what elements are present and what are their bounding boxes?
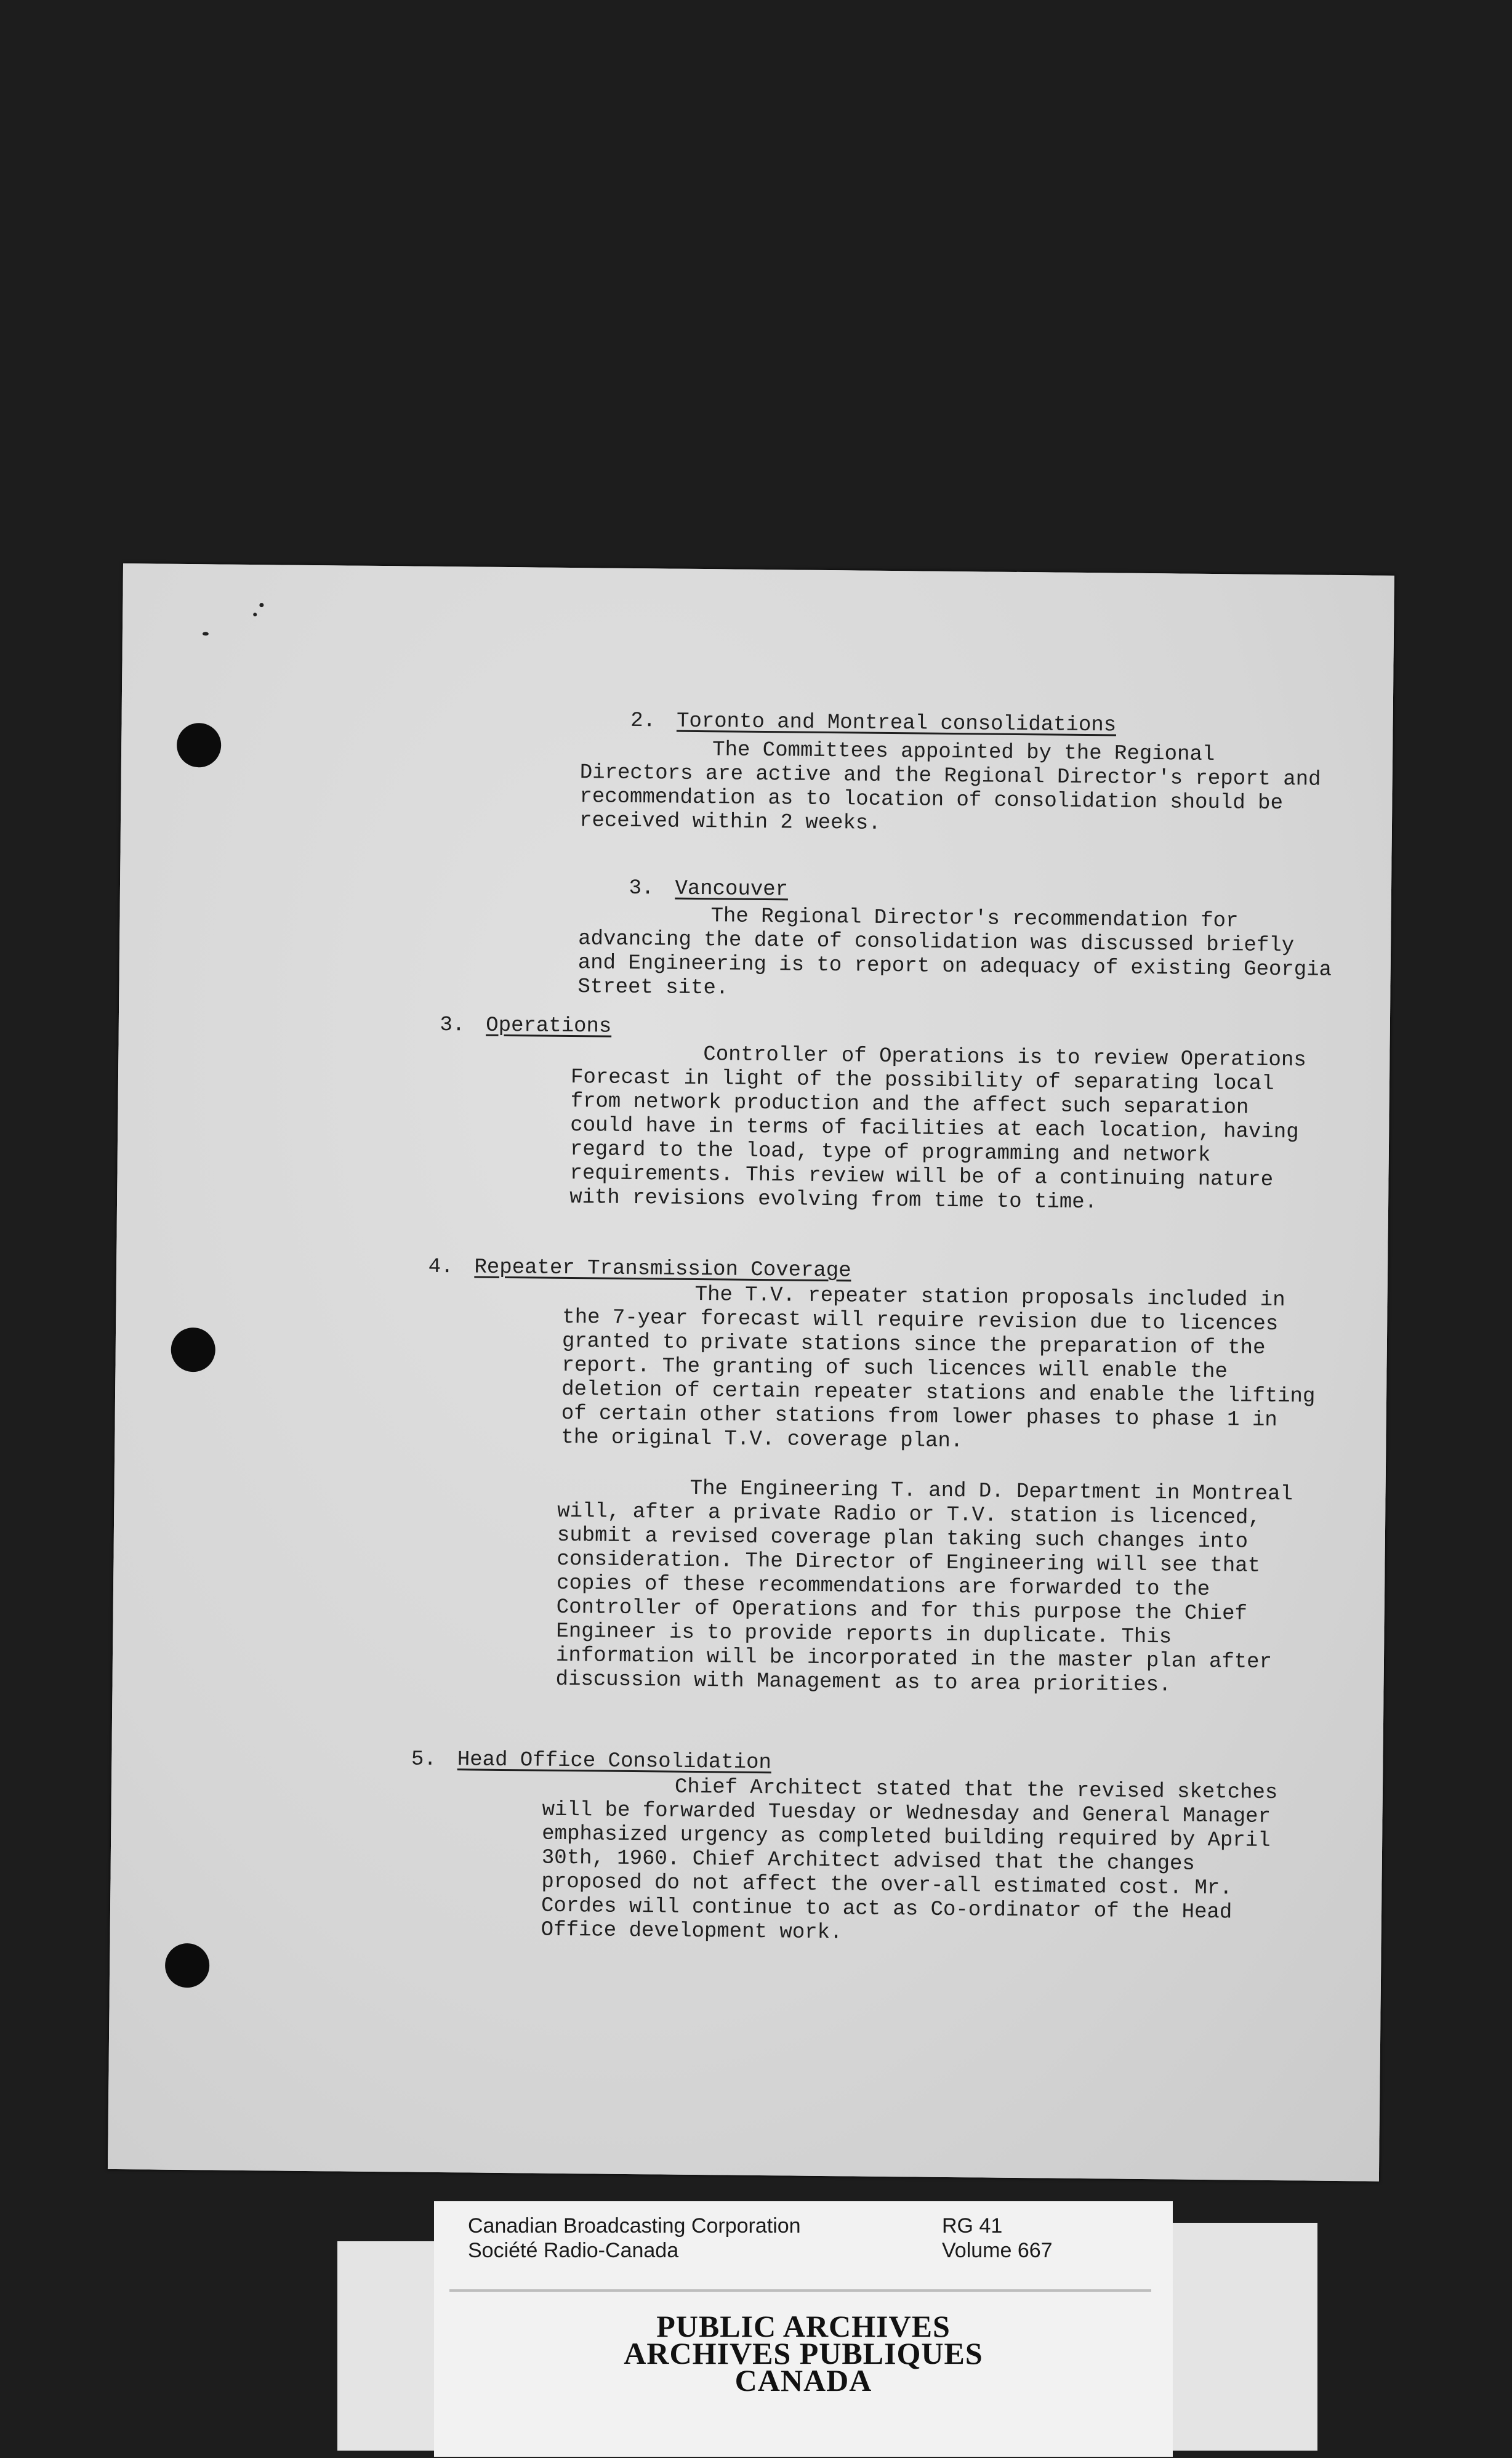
archive-stamp-line: ARCHIVES PUBLIQUES: [624, 2336, 983, 2371]
punch-hole: [171, 1328, 215, 1372]
paper-speck: [253, 613, 257, 616]
paper-speck: [203, 632, 209, 635]
section-number: 4.: [428, 1255, 454, 1279]
label-tab-right: [1164, 2223, 1317, 2451]
paper-speck: [259, 603, 263, 607]
archive-stamp-line: CANADA: [734, 2363, 872, 2398]
section-number: 3.: [629, 876, 654, 901]
section-number: 2.: [630, 709, 656, 733]
archive-label: [434, 2201, 1173, 2457]
section-title: Repeater Transmission Coverage: [474, 1255, 851, 1283]
section-paragraph: Chief Architect stated that the revised sketches will be forwarded Tuesday or Wednesday and General Manager emphasized urgency as completed building required by April 30th, 1960. Chief Architect advised that the changes proposed do not affect the over-all estimated cost. Mr. Cordes will continue to act as Co-ordinator of the Head Office development work.: [541, 1775, 1278, 1945]
section-paragraph: The Engineering T. and D. Department in Montreal will, after a private Radio or T.V. station is licenced, submit a revised coverage plan taking such changes into consideration. The Director of Engineering will see that copies of these recommendations are forwarded to the Controller of Operations and for this purpose the Chief Engineer is to provide reports in duplicate. This information will be incorporated in the master plan after discussion with Management as to area priorities.: [555, 1477, 1293, 1698]
section-paragraph: Controller of Operations is to review Operations Forecast in light of the possibility of separating local from network production and the affect such separation could have in terms of facilities at each location, having regard to the load, type of programming and network requirements. This review will be of a continuing nature with revisions evolving from time to time.: [569, 1043, 1306, 1215]
record-group: RG 41: [942, 2214, 1003, 2238]
punch-hole: [165, 1943, 210, 1988]
section-paragraph: The Committees appointed by the Regional Directors are active and the Regional Director's report and recommendation as to location of consolidation should be received within 2 weeks.: [579, 738, 1321, 836]
section-title: Operations: [486, 1013, 612, 1039]
label-tab-left: [337, 2241, 445, 2451]
section-title: Toronto and Montreal consolidations: [676, 709, 1117, 738]
section-paragraph: The T.V. repeater station proposals included in the 7-year forecast will require revision due to licences granted to private stations since the preparation of the report. The granting of such licences will enable the deletion of certain repeater stations and enable the lifting of certain other stations from lower phases to phase 1 in the original T.V. coverage plan.: [561, 1283, 1316, 1454]
document-page: [108, 563, 1394, 2182]
volume-number: Volume 667: [942, 2239, 1053, 2262]
organization-french: Société Radio-Canada: [468, 2239, 679, 2262]
label-divider: [449, 2289, 1151, 2292]
section-number: 5.: [411, 1747, 436, 1771]
section-title: Vancouver: [675, 877, 789, 902]
punch-hole: [177, 723, 222, 768]
section-paragraph: The Regional Director's recommendation for advancing the date of consolidation was discussed briefly and Engineering is to report on adequacy of existing Georgia Street site.: [577, 905, 1332, 1001]
section-title: Head Office Consolidation: [457, 1748, 772, 1775]
archive-stamp-line: PUBLIC ARCHIVES: [656, 2309, 951, 2343]
organization-english: Canadian Broadcasting Corporation: [468, 2214, 801, 2238]
section-number: 3.: [440, 1013, 465, 1038]
